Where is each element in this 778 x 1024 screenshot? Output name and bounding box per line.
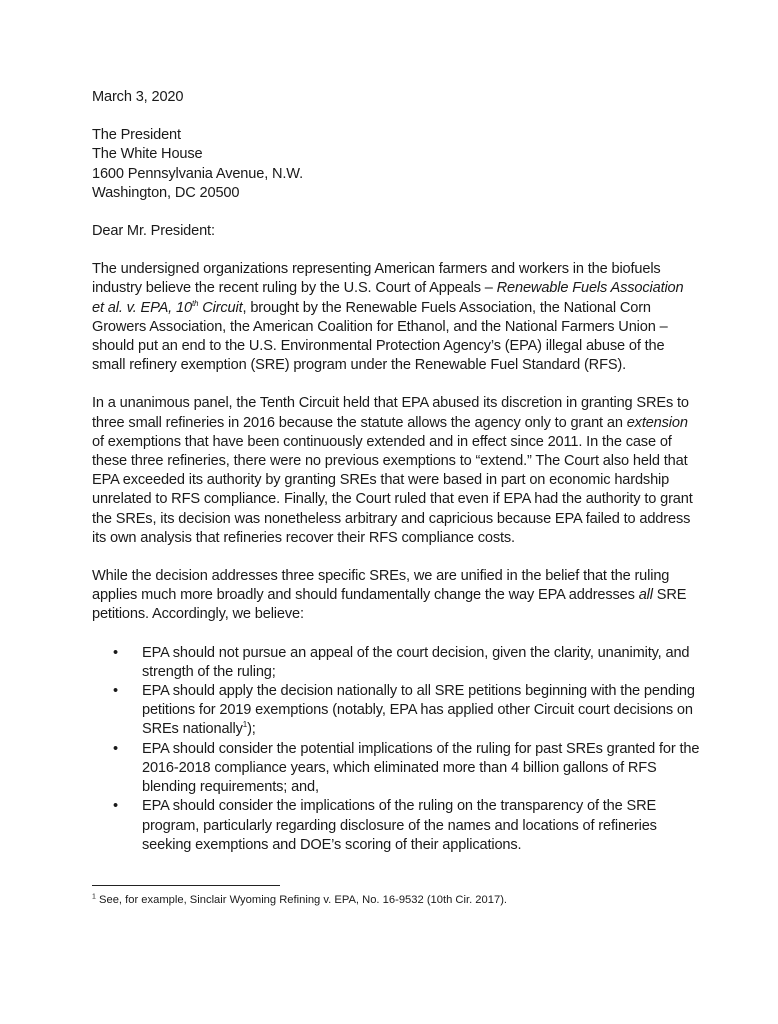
address-line: The White House — [92, 146, 203, 163]
list-item — [113, 682, 722, 740]
text-line: In a unanimous panel, the Tenth Circuit held that EPA abused its discretion in granting SREs to — [92, 395, 689, 412]
address-line: 1600 Pennsylvania Avenue, N.W. — [92, 165, 304, 182]
text-line — [92, 586, 722, 605]
paragraph-belief — [92, 567, 722, 625]
address-line: The President — [92, 127, 181, 144]
list-item — [113, 740, 722, 798]
text-run: et al. v. EPA, 10 — [92, 299, 192, 316]
superscript: th — [191, 298, 199, 308]
text-line: blending requirements; and, — [142, 779, 319, 796]
footnote-ref[interactable]: 1 — [242, 720, 248, 730]
text-line — [92, 279, 722, 298]
footnote-divider — [92, 885, 280, 886]
text-line: strength of the ruling; — [142, 663, 276, 680]
bullet-icon: • — [113, 798, 118, 815]
salutation: Dear Mr. President: — [92, 223, 215, 240]
case-name-italic: Renewable Fuels Association — [496, 280, 684, 297]
text-line: petitions for 2019 exemptions (notably, EPA has applied other Circuit court decisions on — [142, 702, 693, 719]
recipient-address — [92, 126, 722, 203]
text-run: applies much more broadly and should fundamentally change the way EPA addresses — [92, 587, 639, 604]
text-line: unrelated to RFS compliance. Finally, the Court ruled that even if EPA had the authority to grant — [92, 491, 693, 508]
recommendations-list — [92, 644, 722, 855]
emphasis-italic: all — [638, 587, 653, 604]
case-name-italic — [92, 300, 243, 316]
footnote — [92, 893, 507, 907]
text-line: EPA should not pursue an appeal of the court decision, given the clarity, unanimity, and — [142, 644, 690, 661]
text-line: While the decision addresses three specific SREs, we are unified in the belief that the ruling — [92, 568, 670, 585]
text-line: petitions. Accordingly, we believe: — [92, 606, 304, 623]
letter-body — [92, 88, 722, 855]
text-line: The undersigned organizations representing American farmers and workers in the biofuels — [92, 261, 661, 278]
letter-date: March 3, 2020 — [92, 89, 184, 105]
text-line: small refinery exemption (SRE) program under the Renewable Fuel Standard (RFS). — [92, 357, 627, 374]
text-line — [142, 720, 722, 739]
footnote-text: See, for example, Sinclair Wyoming Refining v. EPA, No. 16-9532 (10th Cir. 2017). — [95, 894, 508, 906]
text-run: industry believe the recent ruling by the U.S. Court of Appeals – — [92, 280, 497, 297]
text-run: , brought by the Renewable Fuels Association, the National Corn — [242, 299, 651, 316]
text-run: three small refineries in 2016 because the statute allows the agency only to grant an — [92, 414, 627, 431]
text-line: EPA should consider the potential implications of the ruling for past SREs granted for the — [142, 740, 700, 757]
text-line: EPA should consider the implications of the ruling on the transparency of the SRE — [142, 798, 657, 815]
text-run: SREs nationally — [142, 721, 243, 738]
text-line: these three refineries, there were no previous exemptions to “extend.” The Court also held that — [92, 453, 688, 470]
text-line: Growers Association, the American Coalition for Ethanol, and the National Farmers Union – — [92, 318, 668, 335]
address-line: Washington, DC 20500 — [92, 184, 240, 201]
text-run: ); — [247, 721, 256, 738]
emphasis-italic: extension — [626, 414, 688, 431]
text-line: program, particularly regarding disclosure of the names and locations of refineries — [142, 817, 657, 834]
paragraph-intro — [92, 260, 722, 375]
text-line: EPA should apply the decision nationally to all SRE petitions beginning with the pending — [142, 683, 695, 700]
list-item — [113, 797, 722, 855]
list-item — [113, 644, 722, 682]
text-line: should put an end to the U.S. Environmental Protection Agency’s (EPA) illegal abuse of the — [92, 338, 665, 355]
text-line — [92, 299, 722, 318]
bullet-icon: • — [113, 683, 118, 700]
text-line: EPA exceeded its authority by granting SREs that were based in part on economic hardship — [92, 472, 670, 489]
text-line: its own analysis that refineries recover their RFS compliance costs. — [92, 529, 515, 546]
bullet-icon: • — [113, 644, 118, 661]
footnote-marker: 1 — [92, 893, 96, 901]
bullet-icon: • — [113, 740, 118, 757]
text-line: seeking exemptions and DOE’s scoring of their applications. — [142, 836, 522, 853]
text-line: of exemptions that have been continuously extended and in effect since 2011. In the case of — [92, 433, 672, 450]
text-run: SRE — [652, 587, 687, 604]
text-line: the SREs, its decision was nonetheless arbitrary and capricious because EPA failed to address — [92, 510, 691, 527]
text-run: Circuit — [198, 299, 243, 316]
paragraph-ruling — [92, 394, 722, 548]
text-line: 2016-2018 compliance years, which eliminated more than 4 billion gallons of RFS — [142, 759, 657, 776]
text-line — [92, 414, 722, 433]
